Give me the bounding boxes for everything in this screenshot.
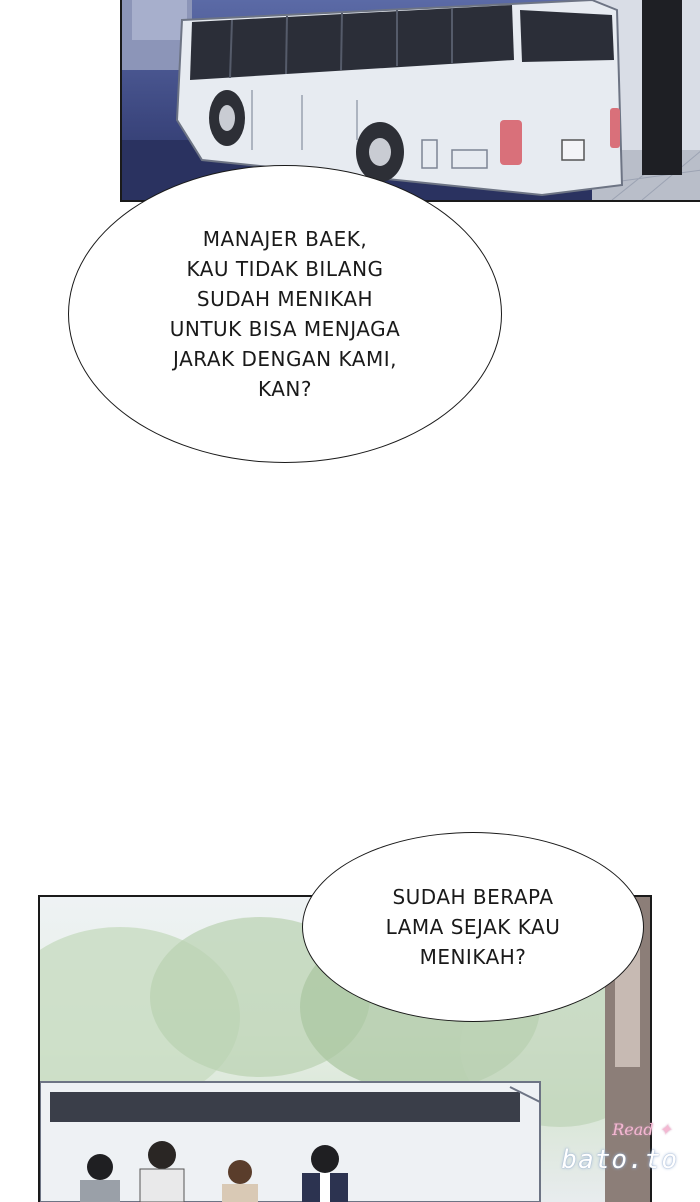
speech-bubble-text: MANAJER BAEK, KAU TIDAK BILANG SUDAH MENIKAH UNTUK BISA MENJAGA JARAK DENGAN KAMI, KAN? — [169, 227, 401, 401]
bus-illustration — [122, 0, 700, 200]
speech-bubble — [68, 165, 502, 463]
watermark-logo: Read ✦ — [612, 1120, 672, 1139]
comic-panel-bus-night — [120, 0, 700, 202]
speech-bubble — [302, 832, 644, 1022]
speech-bubble-text: SUDAH BERAPA LAMA SEJAK KAU MENIKAH? — [385, 885, 561, 969]
watermark-text: bato.to — [561, 1145, 678, 1175]
